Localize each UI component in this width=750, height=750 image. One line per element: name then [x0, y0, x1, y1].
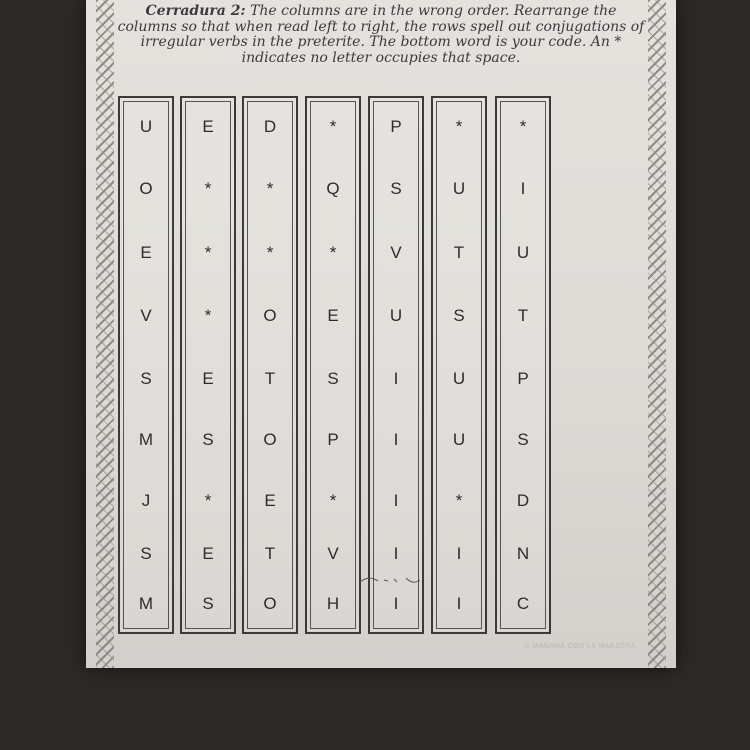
cipher-cell: I [520, 179, 526, 198]
cipher-cell: U [139, 117, 153, 136]
decorative-border-left [96, 0, 114, 668]
cipher-cell: O [139, 179, 153, 198]
cipher-cell: U [452, 179, 466, 198]
instructions [114, 4, 648, 66]
cipher-cell: E [202, 544, 214, 563]
cipher-cell: S [453, 306, 465, 325]
instructions-title: Cerradura 2: [145, 3, 246, 19]
cipher-cell: I [393, 491, 399, 510]
cipher-column-2 [180, 96, 236, 634]
cipher-cell: * [329, 243, 337, 262]
cipher-cell: E [202, 369, 214, 388]
cipher-cell: N [516, 544, 530, 563]
cipher-cell: T [517, 306, 529, 325]
cipher-cell: E [327, 306, 339, 325]
cipher-cell: U [452, 430, 466, 449]
cipher-cell: * [329, 491, 337, 510]
cipher-cell: I [456, 544, 462, 563]
cipher-cell: * [204, 179, 212, 198]
cipher-cell: D [516, 491, 530, 510]
cipher-cell: U [452, 369, 466, 388]
cipher-cell: P [327, 430, 339, 449]
cipher-cell: M [138, 594, 154, 613]
cipher-cell: O [263, 594, 277, 613]
cipher-cell: U [516, 243, 530, 262]
cipher-cell: V [140, 306, 152, 325]
cipher-cell: I [456, 594, 462, 613]
cipher-column-6 [431, 96, 487, 634]
cipher-grid [118, 96, 650, 634]
cipher-cell: * [329, 117, 337, 136]
cipher-cell: I [393, 430, 399, 449]
decorative-border-right [648, 0, 666, 668]
cipher-cell: U [389, 306, 403, 325]
cipher-cell: T [264, 544, 276, 563]
cipher-cell: * [266, 243, 274, 262]
cipher-column-4 [305, 96, 361, 634]
cipher-cell: O [263, 306, 277, 325]
cipher-cell: * [266, 179, 274, 198]
cipher-cell: * [204, 491, 212, 510]
cipher-cell: V [327, 544, 339, 563]
instructions-text: The columns are in the wrong order. Rearrange the columns so that when read left to right, the rows spell out conjugations of irregular verbs in the preterite. The bottom word is your code. An * indicates no letter occupies that space. [117, 3, 645, 66]
cipher-cell: I [393, 594, 399, 613]
cipher-cell: T [453, 243, 465, 262]
cipher-cell: S [202, 430, 214, 449]
cipher-cell: E [264, 491, 276, 510]
cipher-column-5 [368, 96, 424, 634]
cipher-column-3 [242, 96, 298, 634]
cipher-cell: S [140, 369, 152, 388]
cipher-cell: O [263, 430, 277, 449]
cipher-cell: S [390, 179, 402, 198]
cipher-cell: D [263, 117, 277, 136]
cipher-cell: * [204, 243, 212, 262]
worksheet-page [86, 0, 676, 668]
cipher-cell: * [519, 117, 527, 136]
cipher-cell: Q [326, 179, 340, 198]
cipher-cell: C [516, 594, 530, 613]
cipher-cell: S [327, 369, 339, 388]
cipher-cell: M [138, 430, 154, 449]
cipher-cell: S [517, 430, 529, 449]
cipher-cell: H [326, 594, 340, 613]
cipher-cell: * [455, 491, 463, 510]
cipher-column-7 [495, 96, 551, 634]
cipher-cell: I [393, 369, 399, 388]
cipher-cell: E [202, 117, 214, 136]
cipher-cell: V [390, 243, 402, 262]
cipher-cell: S [202, 594, 214, 613]
cipher-cell: T [264, 369, 276, 388]
cipher-cell: E [140, 243, 152, 262]
cipher-cell: * [204, 306, 212, 325]
cipher-cell: I [393, 544, 399, 563]
cipher-cell: S [140, 544, 152, 563]
cipher-cell: * [455, 117, 463, 136]
cipher-cell: P [390, 117, 402, 136]
pencil-scribble [358, 574, 428, 588]
cipher-cell: J [141, 491, 151, 510]
cipher-column-1 [118, 96, 174, 634]
cipher-cell: P [517, 369, 529, 388]
watermark: © MAÑANA CON LA MAESTRA [524, 643, 636, 650]
